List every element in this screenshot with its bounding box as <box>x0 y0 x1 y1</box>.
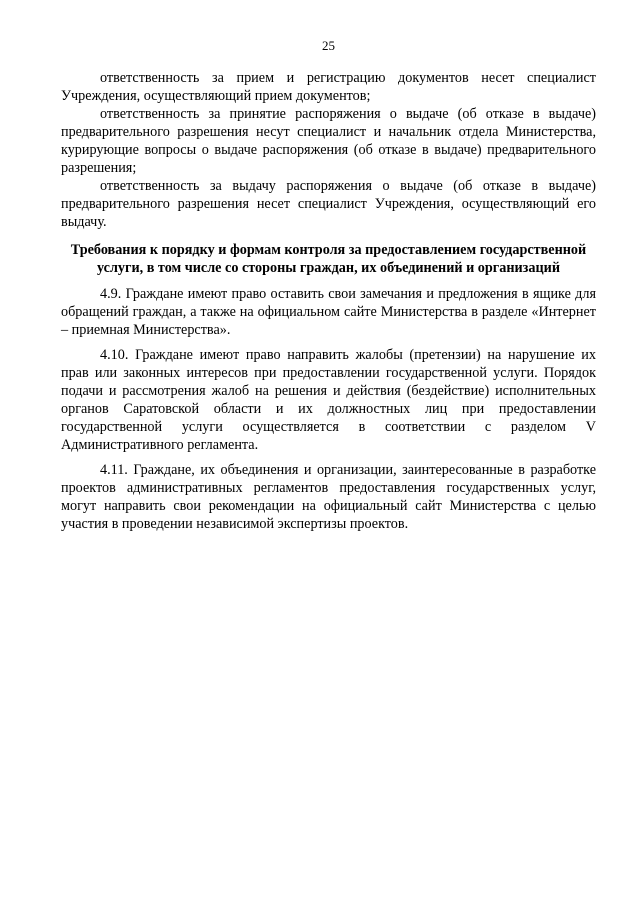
paragraph-responsibility-decision: ответственность за принятие распоряжения о выдаче (об отказе в выдаче) предварительного разрешения несут специалист и начальник отдела Министерства, курирующие вопросы о выдаче распоряжения (об отказе в выдаче) предварительного разрешения; <box>61 106 596 176</box>
document-body <box>61 69 596 533</box>
paragraph-4-10: 4.10. Граждане имеют право направить жалобы (претензии) на нарушение их прав или законных интересов при предоставлении государственной услуги. Порядок подачи и рассмотрения жалоб на решения и действия (бездействие) исполнительных органов Саратовской области и их должностных лиц при предоставлении государственной услуги осуществляется в соответствии с разделом V Административного регламента. <box>61 347 596 453</box>
paragraph-4-11: 4.11. Граждане, их объединения и организации, заинтересованные в разработке проектов административных регламентов предоставления государственных услуг, могут направить свои рекомендации на официальный сайт Министерства с целью участия в проведении независимой экспертизы проектов. <box>61 462 596 532</box>
section-heading: Требования к порядку и формам контроля за предоставлением государственной услуги, в том числе со стороны граждан, их объединений и организаций <box>70 242 587 276</box>
paragraph-responsibility-issuance: ответственность за выдачу распоряжения о выдаче (об отказе в выдаче) предварительного разрешения несет специалист Учреждения, осуществляющий его выдачу. <box>61 178 596 230</box>
page-number: 25 <box>322 38 335 53</box>
paragraph-responsibility-reception: ответственность за прием и регистрацию документов несет специалист Учреждения, осуществляющий прием документов; <box>61 70 596 104</box>
paragraph-4-9: 4.9. Граждане имеют право оставить свои замечания и предложения в ящике для обращений граждан, а также на официальном сайте Министерства в разделе «Интернет – приемная Министерства». <box>61 286 596 338</box>
